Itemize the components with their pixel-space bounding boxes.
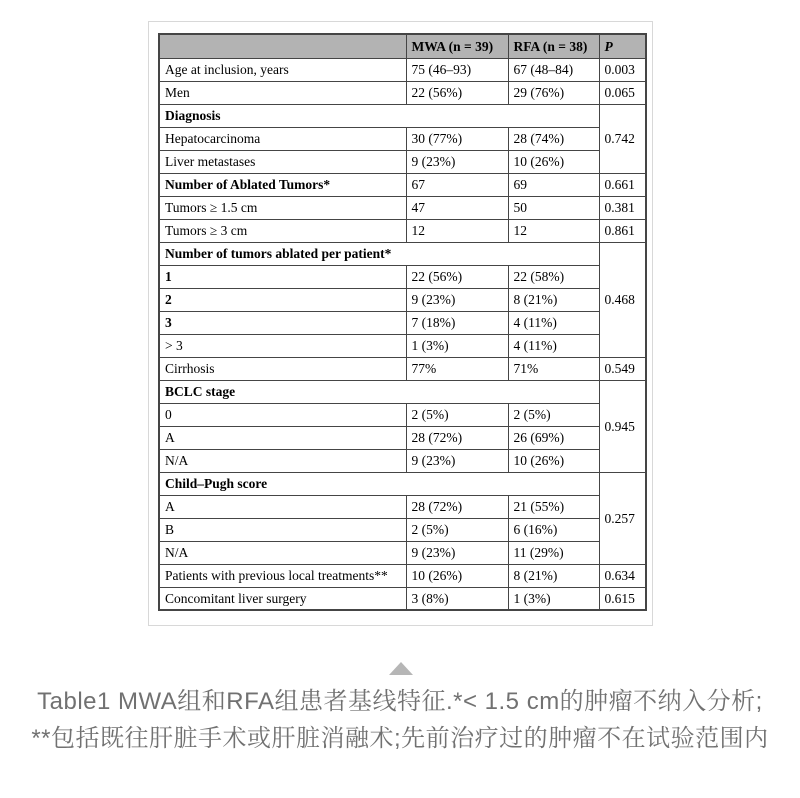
table-cell: 77% (406, 357, 508, 380)
table-cell: 1 (159, 265, 406, 288)
table-cell: 28 (74%) (508, 127, 599, 150)
table-cell: 12 (508, 219, 599, 242)
baseline-characteristics-table (158, 33, 647, 611)
table-row (159, 564, 646, 587)
table-cell: Number of Ablated Tumors* (159, 173, 406, 196)
table-cell: 47 (406, 196, 508, 219)
table-cell: 69 (508, 173, 599, 196)
table-cell: 0.634 (599, 564, 646, 587)
table-row (159, 219, 646, 242)
table-cell: 10 (26%) (508, 150, 599, 173)
table-row (159, 242, 646, 265)
table-cell: 22 (56%) (406, 265, 508, 288)
table-cell: 0.003 (599, 58, 646, 81)
table-cell: 12 (406, 219, 508, 242)
table-cell: 26 (69%) (508, 426, 599, 449)
table-cell: 0 (159, 403, 406, 426)
table-row (159, 518, 646, 541)
table-cell: 75 (46–93) (406, 58, 508, 81)
table-cell: 10 (26%) (406, 564, 508, 587)
table-header-row (159, 34, 646, 58)
table-row (159, 357, 646, 380)
table-cell: > 3 (159, 334, 406, 357)
table-row (159, 334, 646, 357)
table-cell: 2 (5%) (406, 518, 508, 541)
table-cell: 21 (55%) (508, 495, 599, 518)
table-cell: 22 (56%) (406, 81, 508, 104)
table-cell: A (159, 426, 406, 449)
table-row (159, 288, 646, 311)
table-cell: 50 (508, 196, 599, 219)
table-cell: B (159, 518, 406, 541)
column-header: RFA (n = 38) (508, 34, 599, 58)
table-cell: 30 (77%) (406, 127, 508, 150)
table-row (159, 403, 646, 426)
table-cell: Tumors ≥ 3 cm (159, 219, 406, 242)
table-cell: 11 (29%) (508, 541, 599, 564)
table-cell: 29 (76%) (508, 81, 599, 104)
table-cell: 4 (11%) (508, 334, 599, 357)
table-cell: 4 (11%) (508, 311, 599, 334)
table-row (159, 104, 646, 127)
table-row (159, 380, 646, 403)
table-cell: 9 (23%) (406, 288, 508, 311)
table-row (159, 81, 646, 104)
table-cell: 28 (72%) (406, 495, 508, 518)
table-cell: 0.742 (599, 104, 646, 173)
table-figure-frame (148, 21, 653, 626)
table-cell: 67 (406, 173, 508, 196)
figure-caption (0, 683, 800, 757)
table-cell: Cirrhosis (159, 357, 406, 380)
table-cell: 0.549 (599, 357, 646, 380)
table-cell: N/A (159, 449, 406, 472)
table-cell: 28 (72%) (406, 426, 508, 449)
table-cell: Liver metastases (159, 150, 406, 173)
section-header-cell: Diagnosis (159, 104, 599, 127)
caption-line-1: Table1 MWA组和RFA组患者基线特征.*< 1.5 cm的肿瘤不纳入分析; (37, 688, 763, 715)
table-cell: Hepatocarcinoma (159, 127, 406, 150)
table-row (159, 150, 646, 173)
table-cell: 67 (48–84) (508, 58, 599, 81)
table-cell: 71% (508, 357, 599, 380)
table-cell: 2 (5%) (406, 403, 508, 426)
table-cell: 9 (23%) (406, 541, 508, 564)
table-cell: 22 (58%) (508, 265, 599, 288)
section-header-cell: BCLC stage (159, 380, 599, 403)
column-header (159, 34, 406, 58)
table-row (159, 173, 646, 196)
table-cell: 0.468 (599, 242, 646, 357)
table-cell: 0.065 (599, 81, 646, 104)
table-row (159, 495, 646, 518)
table-row (159, 449, 646, 472)
table-cell: 3 (8%) (406, 587, 508, 610)
table-cell: Concomitant liver surgery (159, 587, 406, 610)
table-cell: Patients with previous local treatments** (159, 564, 406, 587)
section-header-cell: Child–Pugh score (159, 472, 599, 495)
table-row (159, 127, 646, 150)
table-cell: 2 (5%) (508, 403, 599, 426)
table-row (159, 311, 646, 334)
table-cell: A (159, 495, 406, 518)
table-row (159, 472, 646, 495)
collapse-triangle-icon[interactable] (389, 662, 413, 675)
caption-line-2: **包括既往肝脏手术或肝脏消融术;先前治疗过的肿瘤不在试验范围内 (31, 725, 769, 752)
table-cell: 2 (159, 288, 406, 311)
table-row (159, 541, 646, 564)
table-cell: 0.615 (599, 587, 646, 610)
column-header: MWA (n = 39) (406, 34, 508, 58)
table-row (159, 265, 646, 288)
table-cell: 0.945 (599, 380, 646, 472)
table-row (159, 426, 646, 449)
table-cell: Men (159, 81, 406, 104)
table-cell: 10 (26%) (508, 449, 599, 472)
table-cell: 8 (21%) (508, 564, 599, 587)
table-cell: 7 (18%) (406, 311, 508, 334)
table-cell: 9 (23%) (406, 150, 508, 173)
table-cell: N/A (159, 541, 406, 564)
table-cell: Age at inclusion, years (159, 58, 406, 81)
table-cell: 1 (3%) (508, 587, 599, 610)
section-header-cell: Number of tumors ablated per patient* (159, 242, 599, 265)
table-row (159, 587, 646, 610)
table-cell: 1 (3%) (406, 334, 508, 357)
table-row (159, 196, 646, 219)
table-cell: 0.661 (599, 173, 646, 196)
table-row (159, 58, 646, 81)
table-cell: 0.381 (599, 196, 646, 219)
table-cell: Tumors ≥ 1.5 cm (159, 196, 406, 219)
table-cell: 0.861 (599, 219, 646, 242)
table-cell: 3 (159, 311, 406, 334)
table-cell: 6 (16%) (508, 518, 599, 541)
column-header: P (599, 34, 646, 58)
table-cell: 8 (21%) (508, 288, 599, 311)
table-cell: 0.257 (599, 472, 646, 564)
table-cell: 9 (23%) (406, 449, 508, 472)
